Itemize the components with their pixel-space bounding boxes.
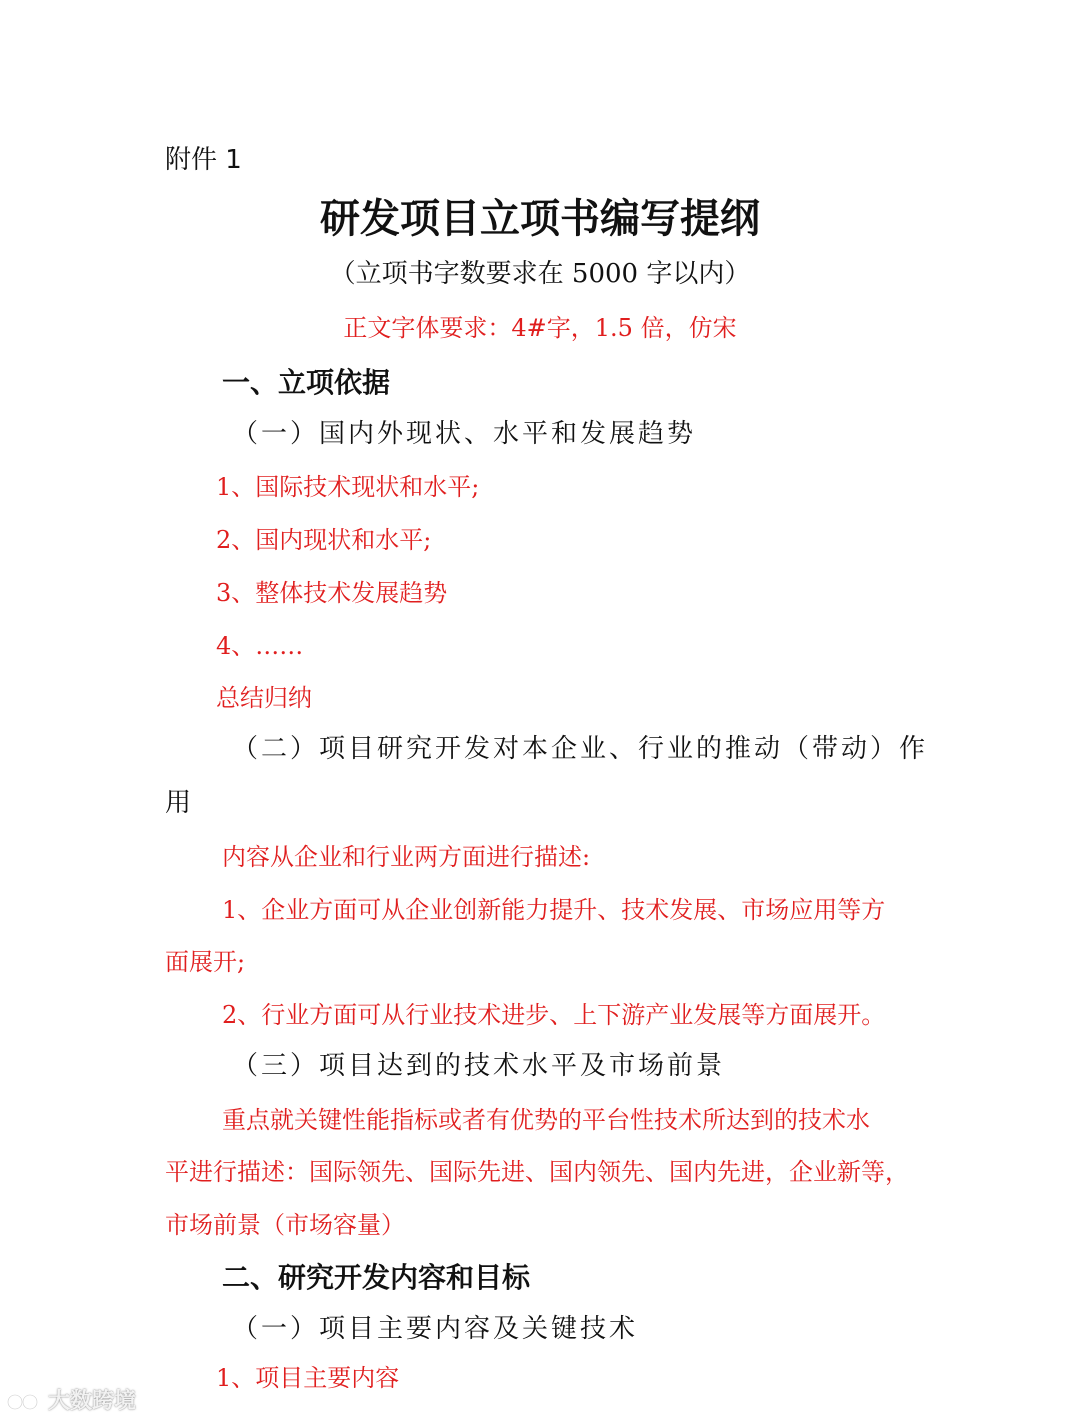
watermark-logo-icon (6, 1389, 42, 1415)
document-subtitle: （立项书字数要求在 5000 字以内） (329, 259, 751, 289)
paragraph: 重点就关键性能指标或者有优势的平台性技术所达到的技术水 (222, 1106, 870, 1134)
list-item: 1、国际技术现状和水平; (216, 473, 480, 501)
paragraph: 2、行业方面可从行业技术进步、上下游产业发展等方面展开。 (222, 1001, 886, 1029)
watermark (6, 1384, 136, 1415)
summary-label: 总结归纳 (216, 684, 312, 712)
section-1-1-heading: （一）国内外现状、水平和发展趋势 (232, 419, 697, 449)
paragraph: 面展开; (165, 948, 246, 976)
section-2-heading: 二、研究开发内容和目标 (222, 1261, 531, 1294)
annex-label: 附件 1 (165, 145, 242, 175)
document-title: 研发项目立项书编写提纲 (320, 196, 760, 242)
paragraph: 内容从企业和行业两方面进行描述: (222, 843, 591, 871)
paragraph: 1、企业方面可从企业创新能力提升、技术发展、市场应用等方 (222, 896, 886, 924)
section-1-2-heading: （二）项目研究开发对本企业、行业的推动（带动）作 (232, 734, 929, 764)
section-1-3-heading: （三）项目达到的技术水平及市场前景 (232, 1051, 726, 1081)
list-item: 1、项目主要内容 (216, 1364, 400, 1392)
list-item: 3、整体技术发展趋势 (216, 579, 448, 607)
list-item: 4、…… (216, 632, 304, 660)
paragraph: 平进行描述：国际领先、国际先进、国内领先、国内先进，企业新等， (165, 1158, 909, 1186)
font-requirement-note: 正文字体要求：4#字，1.5 倍，仿宋 (343, 314, 737, 342)
watermark-text: 大数跨境 (48, 1389, 137, 1414)
section-1-heading: 一、立项依据 (222, 366, 391, 399)
paragraph: 市场前景（市场容量） (165, 1211, 405, 1239)
section-2-1-heading: （一）项目主要内容及关键技术 (232, 1314, 639, 1344)
list-item: 2、国内现状和水平; (216, 526, 432, 554)
section-1-2-heading-cont: 用 (165, 788, 192, 818)
